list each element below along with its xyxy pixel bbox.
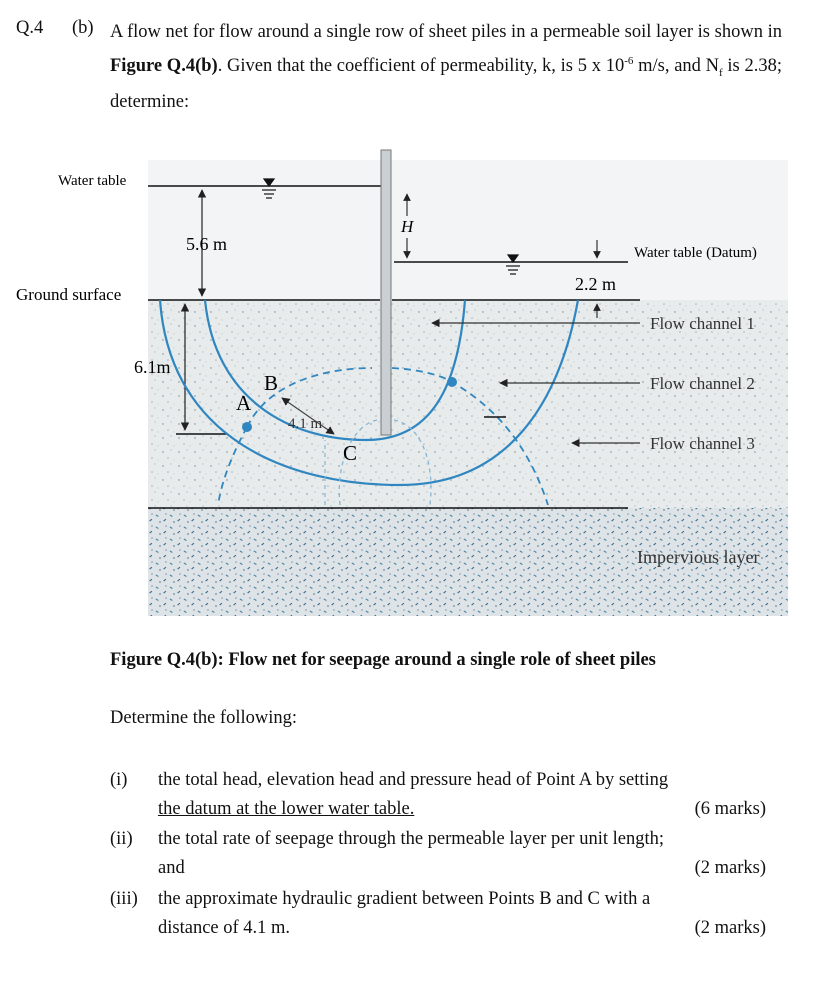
dimension-2-2-label: 2.2 m	[575, 274, 617, 294]
intro-text-1: A flow net for flow around a single row of sheet piles in a permeable soil layer is shown in	[110, 22, 782, 42]
point-marker	[447, 377, 457, 387]
marks: (2 marks)	[694, 918, 766, 938]
item-line: the total rate of seepage through the permeable layer per unit length;	[158, 829, 664, 849]
point-c-label: C	[343, 441, 358, 465]
item-line: the approximate hydraulic gradient between Points B and C with a	[158, 889, 651, 909]
determine-heading: Determine the following:	[110, 708, 298, 728]
sub-question-ii	[110, 825, 766, 883]
intro-text-2: . Given that the coefficient of permeability, k, is 5 x 10	[217, 56, 625, 77]
item-line: the total head, elevation head and pressure head of Point A by setting	[158, 770, 669, 790]
figure-caption: Figure Q.4(b): Flow net for seepage around a single role of sheet piles	[110, 650, 656, 670]
item-number: (i)	[110, 770, 128, 790]
water-table-label: Water table	[58, 173, 127, 189]
water-background	[148, 160, 788, 300]
figure-reference: Figure Q.4(b)	[110, 56, 218, 77]
head-label: H	[401, 217, 414, 236]
question-text	[110, 18, 782, 117]
item-number: (iii)	[110, 889, 138, 909]
point-a-marker	[242, 422, 252, 432]
flow-channel-2-label: Flow channel 2	[650, 374, 755, 393]
impervious-layer-label: Impervious layer	[637, 547, 760, 567]
flow-net-svg	[0, 140, 828, 620]
flow-channel-1-label: Flow channel 1	[650, 314, 755, 333]
exponent: -6	[624, 55, 634, 67]
marks: (6 marks)	[694, 799, 766, 819]
water-table-datum-label: Water table (Datum)	[634, 245, 757, 261]
dimension-6-1-label: 6.1m	[134, 357, 171, 377]
subscript-f: f	[719, 66, 723, 79]
sheet-pile	[381, 150, 391, 435]
dimension-5-6-label: 5.6 m	[186, 234, 228, 254]
intro-text-3: m/s, and N	[633, 56, 719, 77]
item-number: (ii)	[110, 829, 133, 849]
flow-net-figure	[0, 140, 828, 620]
point-a-label: A	[236, 391, 252, 415]
question-part: (b)	[72, 18, 94, 38]
distance-4-1-label: 4.1 m	[288, 416, 323, 432]
item-line: and	[158, 858, 185, 878]
sub-question-iii	[110, 885, 766, 943]
item-line: distance of 4.1 m.	[158, 918, 291, 938]
sub-question-i	[110, 766, 766, 824]
point-b-label: B	[264, 371, 279, 395]
flow-channel-3-label: Flow channel 3	[650, 434, 755, 453]
intro-text-4: is 2.38; determine:	[110, 56, 782, 112]
ground-surface-label: Ground surface	[16, 285, 122, 304]
marks: (2 marks)	[694, 858, 766, 878]
item-line-underlined: the datum at the lower water table.	[158, 799, 415, 819]
question-number: Q.4	[16, 18, 44, 38]
